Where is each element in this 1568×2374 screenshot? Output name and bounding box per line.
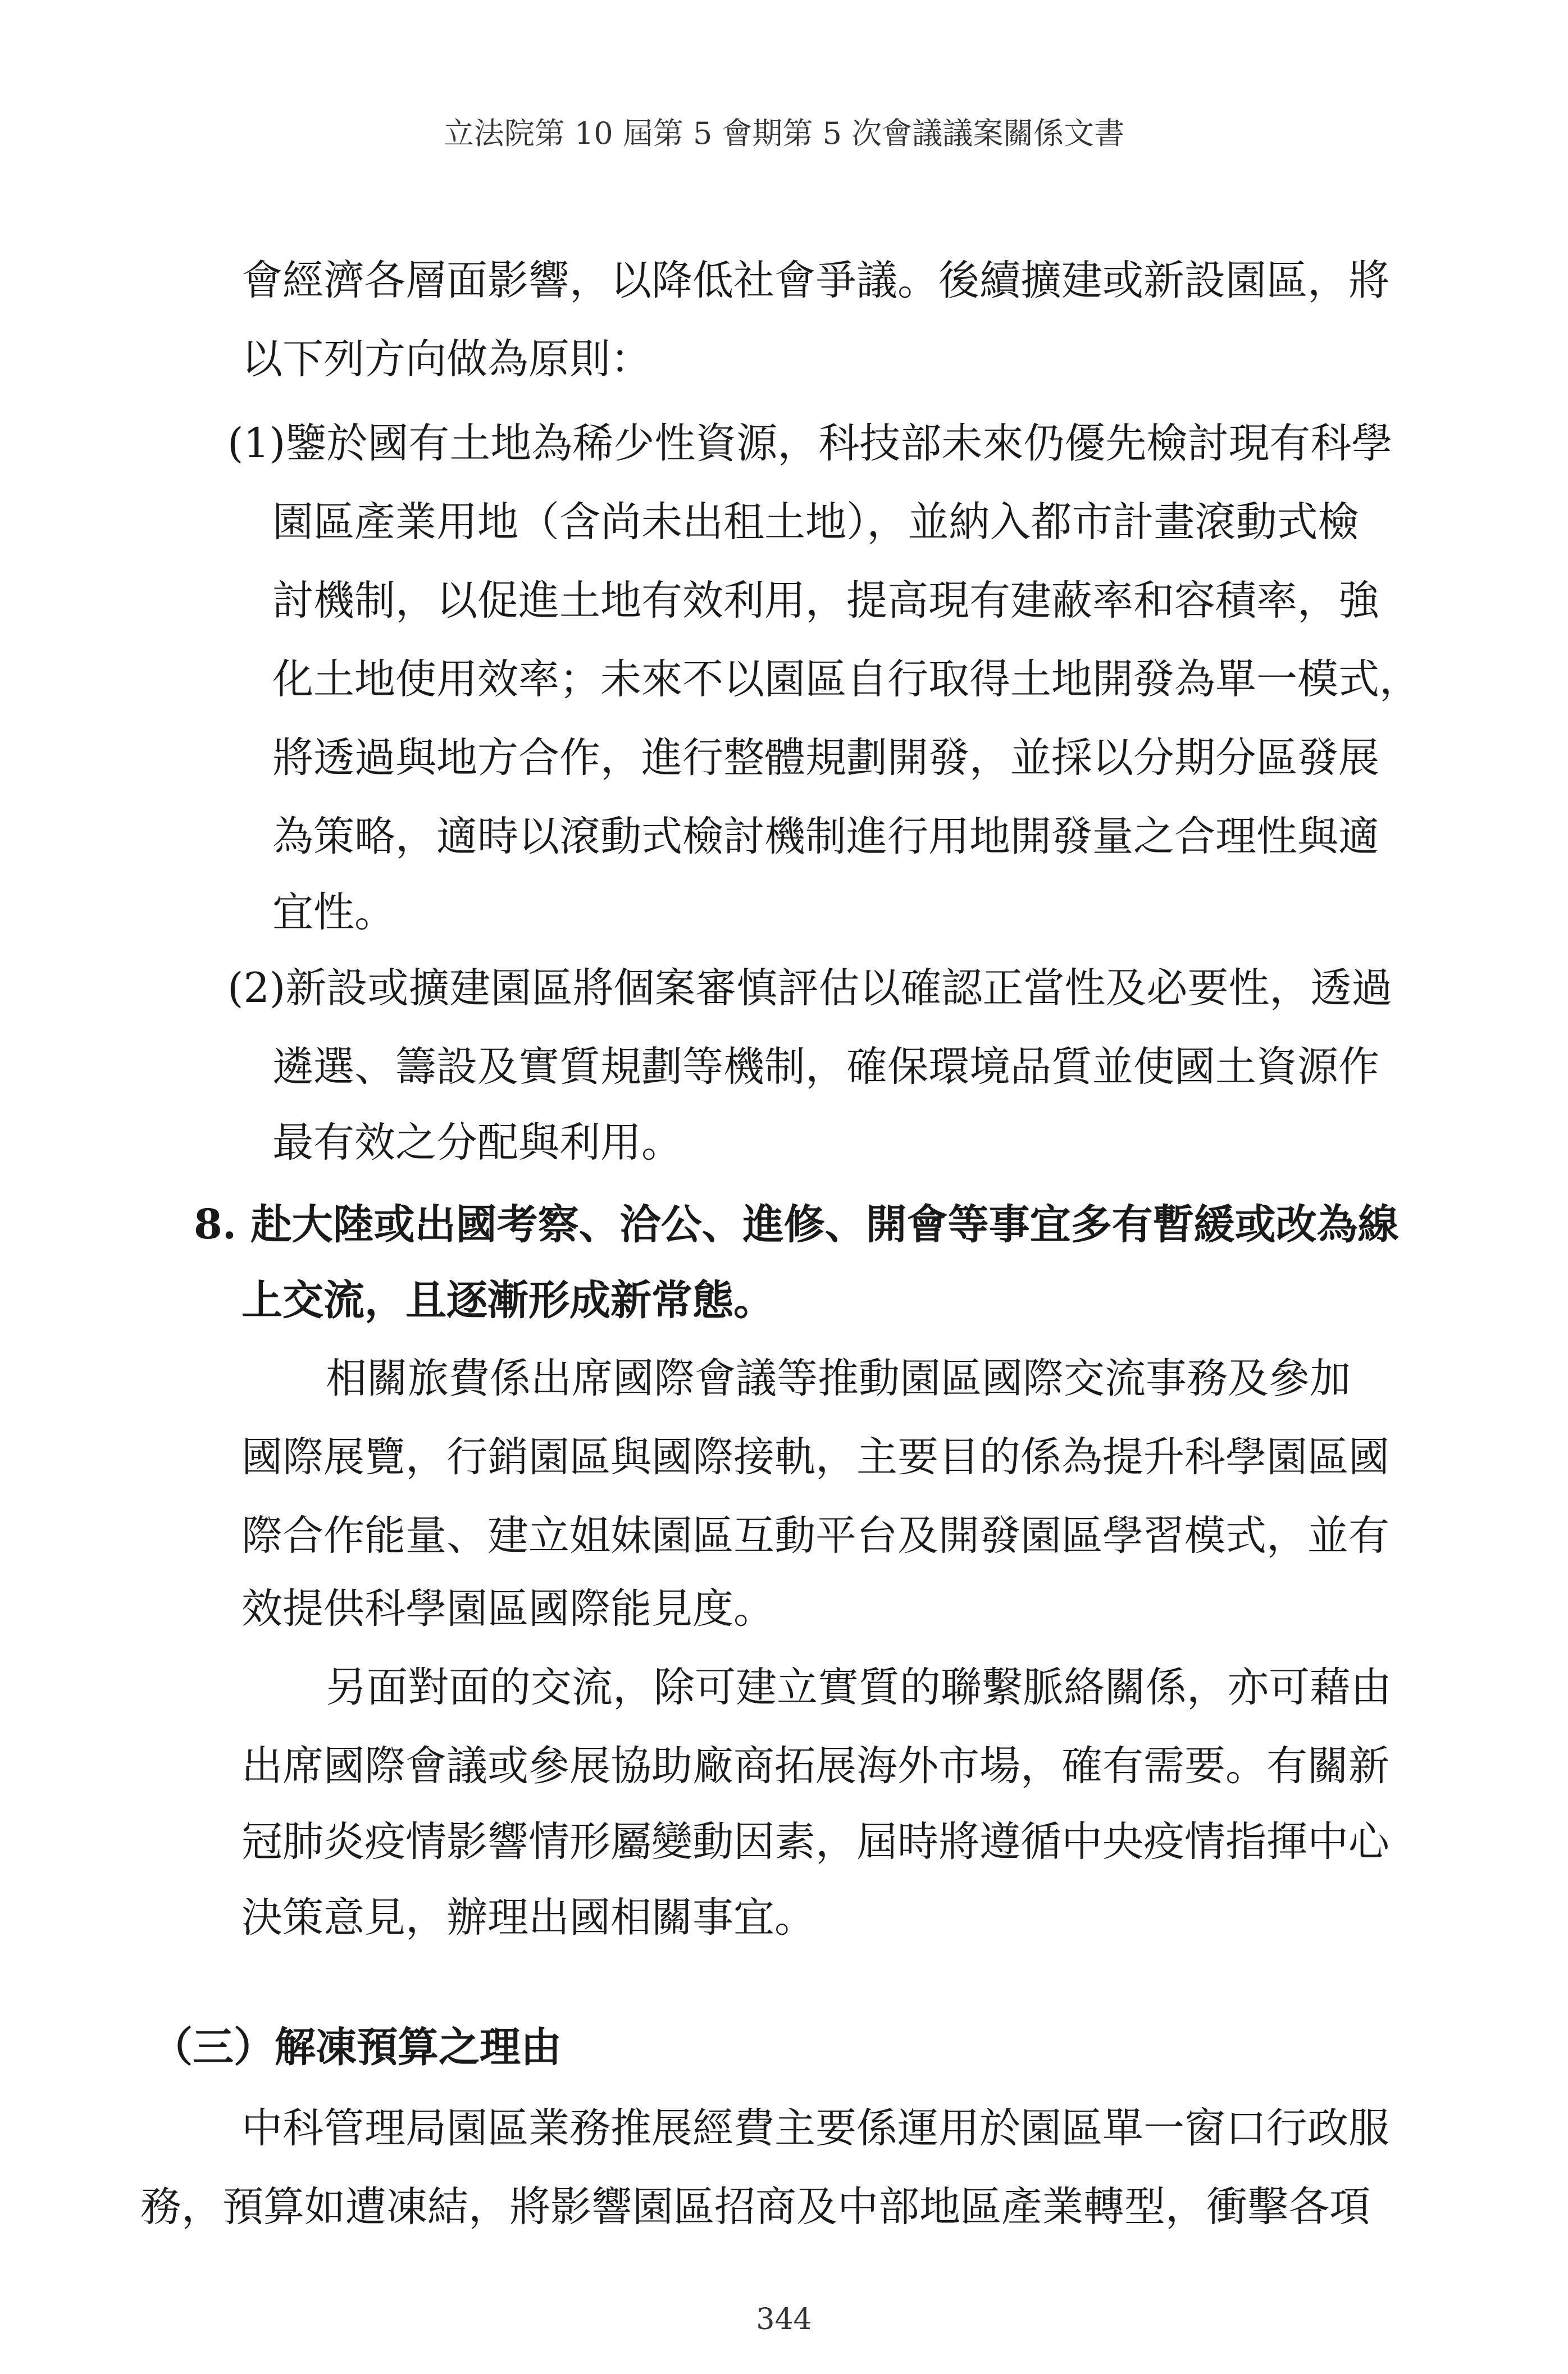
- section8-p2-line-4: 決策意見，辦理出國相關事宜。: [241, 1894, 815, 1942]
- section3-heading: （三）解凍預算之理由: [152, 2023, 562, 2071]
- document-header: 立法院第 10 屆第 5 會期第 5 次會議議案關係文書: [443, 116, 1125, 151]
- section8-heading-line-2: 上交流，且逐漸形成新常態。: [241, 1276, 774, 1324]
- section8-p1-line-4: 效提供科學園區國際能見度。: [241, 1585, 774, 1633]
- section8-p2-line-2: 出席國際會議或參展協助廠商拓展海外市場，確有需要。有關新: [241, 1742, 1389, 1790]
- item2-line-3: 最有效之分配與利用。: [272, 1119, 682, 1167]
- item1-line-6: 為策略，適時以滾動式檢討機制進行用地開發量之合理性與適: [272, 813, 1379, 860]
- intro-line-1: 會經濟各層面影響，以降低社會爭議。後續擴建或新設園區，將: [241, 257, 1389, 304]
- section8-p2-line-3: 冠肺炎疫情影響情形屬變動因素，屆時將遵循中央疫情指揮中心: [241, 1818, 1389, 1866]
- section8-p2-line-1: 另面對面的交流，除可建立實質的聯繫脈絡關係，亦可藉由: [326, 1664, 1392, 1711]
- section8-p1-line-3: 際合作能量、建立姐妹園區互動平台及開發園區學習模式，並有: [241, 1512, 1389, 1560]
- item1-line-3: 討機制，以促進土地有效利用，提高現有建蔽率和容積率，強: [272, 577, 1379, 625]
- item1-line-2: 園區產業用地（含尚未出租土地），並納入都市計畫滾動式檢: [272, 498, 1359, 546]
- intro-line-2: 以下列方向做為原則：: [241, 335, 651, 383]
- item2-line-1: (2)新設或擴建園區將個案審慎評估以確認正當性及必要性，透過: [227, 964, 1393, 1012]
- section8-p1-line-1: 相關旅費係出席國際會議等推動園區國際交流事務及參加: [326, 1355, 1351, 1402]
- section3-line-1: 中科管理局園區業務推展經費主要係運用於園區單一窗口行政服: [241, 2104, 1389, 2152]
- item1-line-4: 化土地使用效率；未來不以園區自行取得土地開發為單一模式，: [272, 655, 1420, 703]
- page-number: 344: [756, 2303, 812, 2336]
- section8-p1-line-2: 國際展覽，行銷園區與國際接軌，主要目的係為提升科學園區國: [241, 1433, 1389, 1481]
- section3-line-2: 務，預算如遭凍結，將影響園區招商及中部地區產業轉型，衝擊各項: [140, 2183, 1370, 2231]
- item1-line-5: 將透過與地方合作，進行整體規劃開發，並採以分期分區發展: [272, 734, 1379, 782]
- item1-line-7: 宜性。: [272, 888, 395, 936]
- section8-heading-line-1: 8. 赴大陸或出國考察、洽公、進修、開會等事宜多有暫緩或改為線: [194, 1200, 1399, 1248]
- item2-line-2: 遴選、籌設及實質規劃等機制，確保環境品質並使國土資源作: [272, 1043, 1379, 1091]
- item1-line-1: (1)鑒於國有土地為稀少性資源，科技部未來仍優先檢討現有科學: [227, 420, 1393, 467]
